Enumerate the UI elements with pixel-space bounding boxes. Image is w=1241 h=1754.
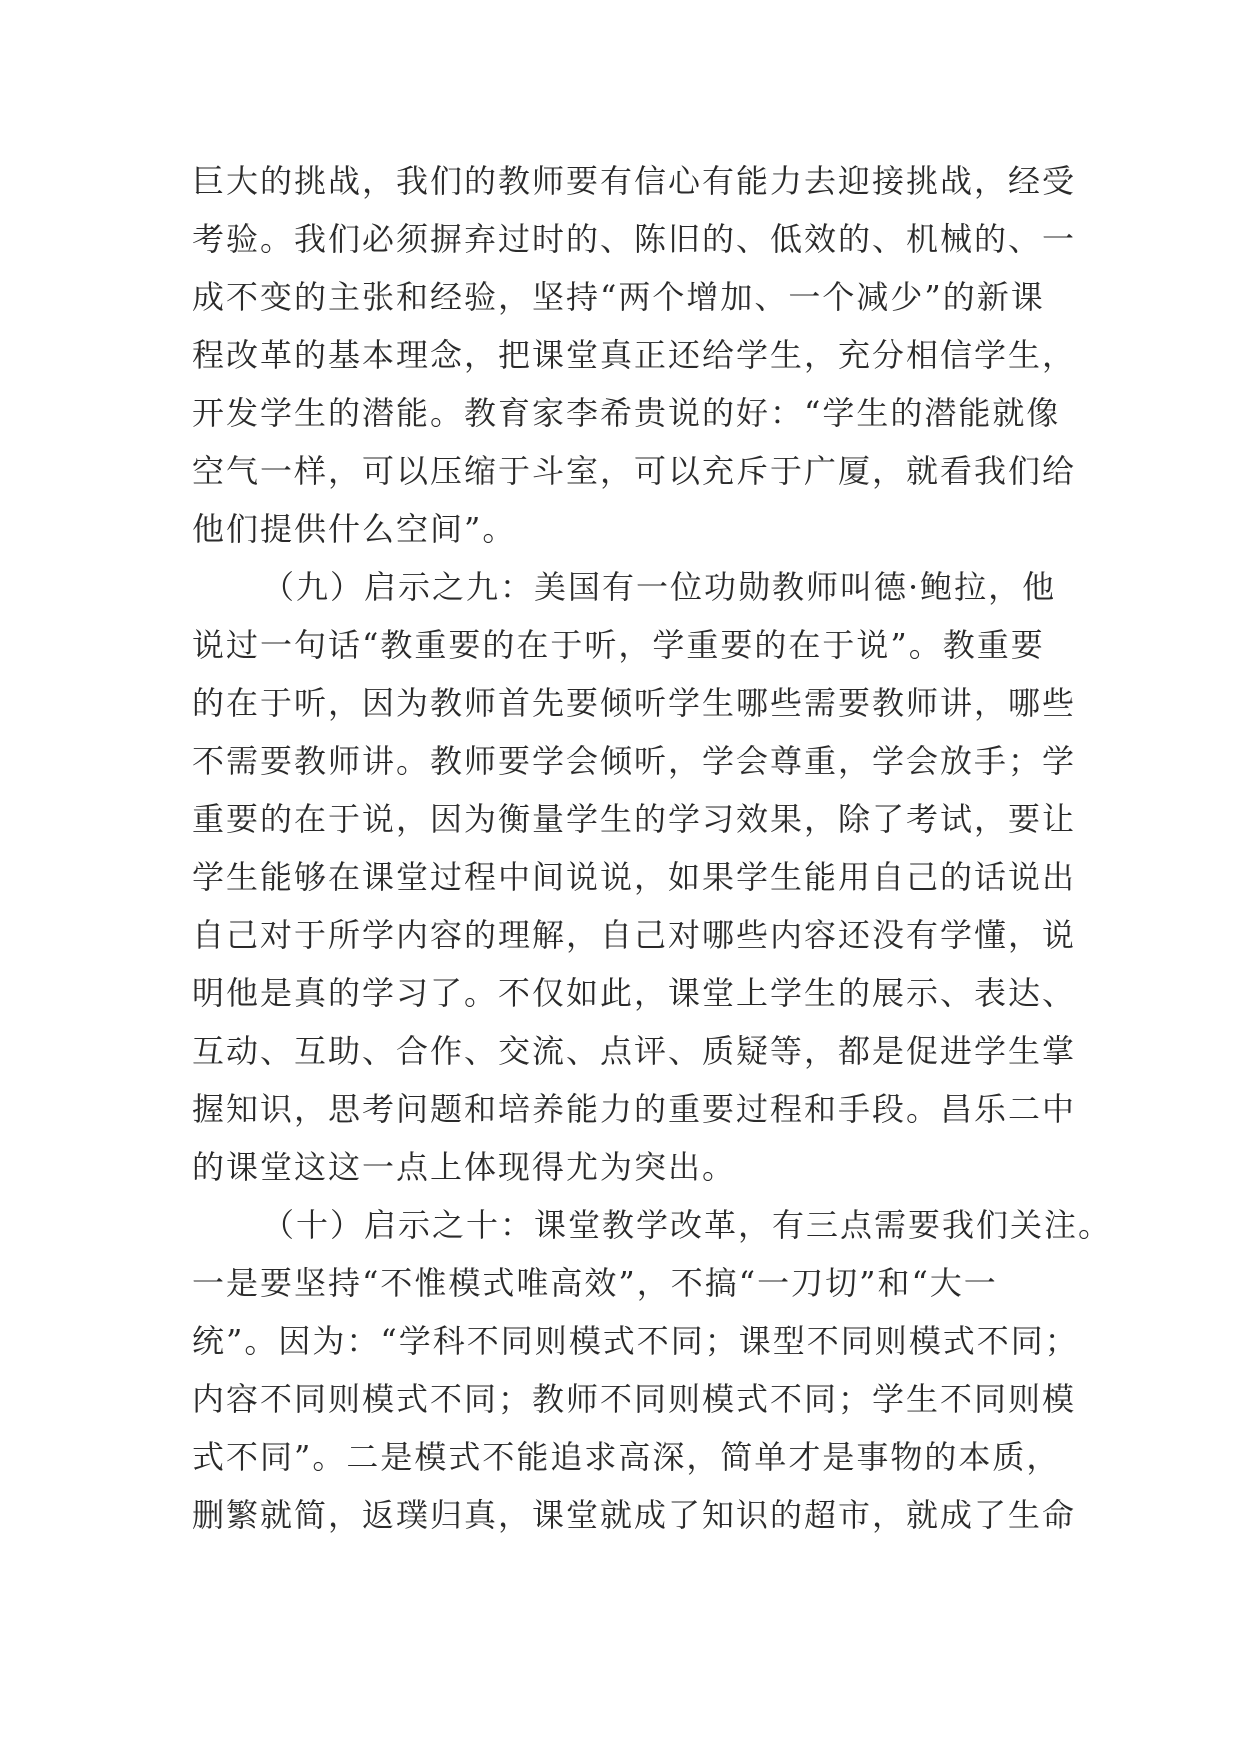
text-line: 删繁就简，返璞归真，课堂就成了知识的超市，就成了生命 — [192, 1496, 1077, 1534]
text-line: 说过一句话“教重要的在于听，学重要的在于说”。教重要 — [192, 626, 1045, 664]
text-line: 开发学生的潜能。教育家李希贵说的好：“学生的潜能就像 — [192, 394, 1061, 432]
text-line: 不需要教师讲。教师要学会倾听，学会尊重，学会放手；学 — [192, 742, 1077, 780]
text-line: 式不同”。二是模式不能追求高深，简单才是事物的本质， — [192, 1438, 1061, 1476]
body-text — [192, 152, 1113, 1544]
text-line: 空气一样，可以压缩于斗室，可以充斥于广厦，就看我们给 — [192, 452, 1077, 490]
text-line: 统”。因为：“学科不同则模式不同；课型不同则模式不同； — [192, 1322, 1079, 1360]
text-line: 内容不同则模式不同；教师不同则模式不同；学生不同则模 — [192, 1380, 1077, 1418]
text-line: 握知识，思考问题和培养能力的重要过程和手段。昌乐二中 — [192, 1090, 1077, 1128]
text-line: 成不变的主张和经验，坚持“两个增加、一个减少”的新课 — [192, 278, 1045, 316]
text-line: 重要的在于说，因为衡量学生的学习效果，除了考试，要让 — [192, 800, 1077, 838]
text-line: 程改革的基本理念，把课堂真正还给学生，充分相信学生， — [192, 336, 1077, 374]
paragraph-first-line: （九）启示之九：美国有一位功勋教师叫德·鲍拉，他 — [262, 568, 1057, 606]
text-line: 的在于听，因为教师首先要倾听学生哪些需要教师讲，哪些 — [192, 684, 1077, 722]
text-line: 的课堂这这一点上体现得尤为突出。 — [192, 1148, 737, 1186]
text-line: 一是要坚持“不惟模式唯高效”，不搞“一刀切”和“大一 — [192, 1264, 998, 1302]
text-line: 明他是真的学习了。不仅如此，课堂上学生的展示、表达、 — [192, 974, 1077, 1012]
paragraph-first-line: （十）启示之十：课堂教学改革，有三点需要我们关注。 — [262, 1206, 1113, 1244]
text-line: 互动、互助、合作、交流、点评、质疑等，都是促进学生掌 — [192, 1032, 1077, 1070]
text-line: 巨大的挑战，我们的教师要有信心有能力去迎接挑战，经受 — [192, 162, 1077, 200]
text-line: 考验。我们必须摒弃过时的、陈旧的、低效的、机械的、一 — [192, 220, 1077, 258]
text-line: 他们提供什么空间”。 — [192, 510, 517, 548]
text-line: 学生能够在课堂过程中间说说，如果学生能用自己的话说出 — [192, 858, 1077, 896]
text-line: 自己对于所学内容的理解，自己对哪些内容还没有学懂，说 — [192, 916, 1077, 954]
